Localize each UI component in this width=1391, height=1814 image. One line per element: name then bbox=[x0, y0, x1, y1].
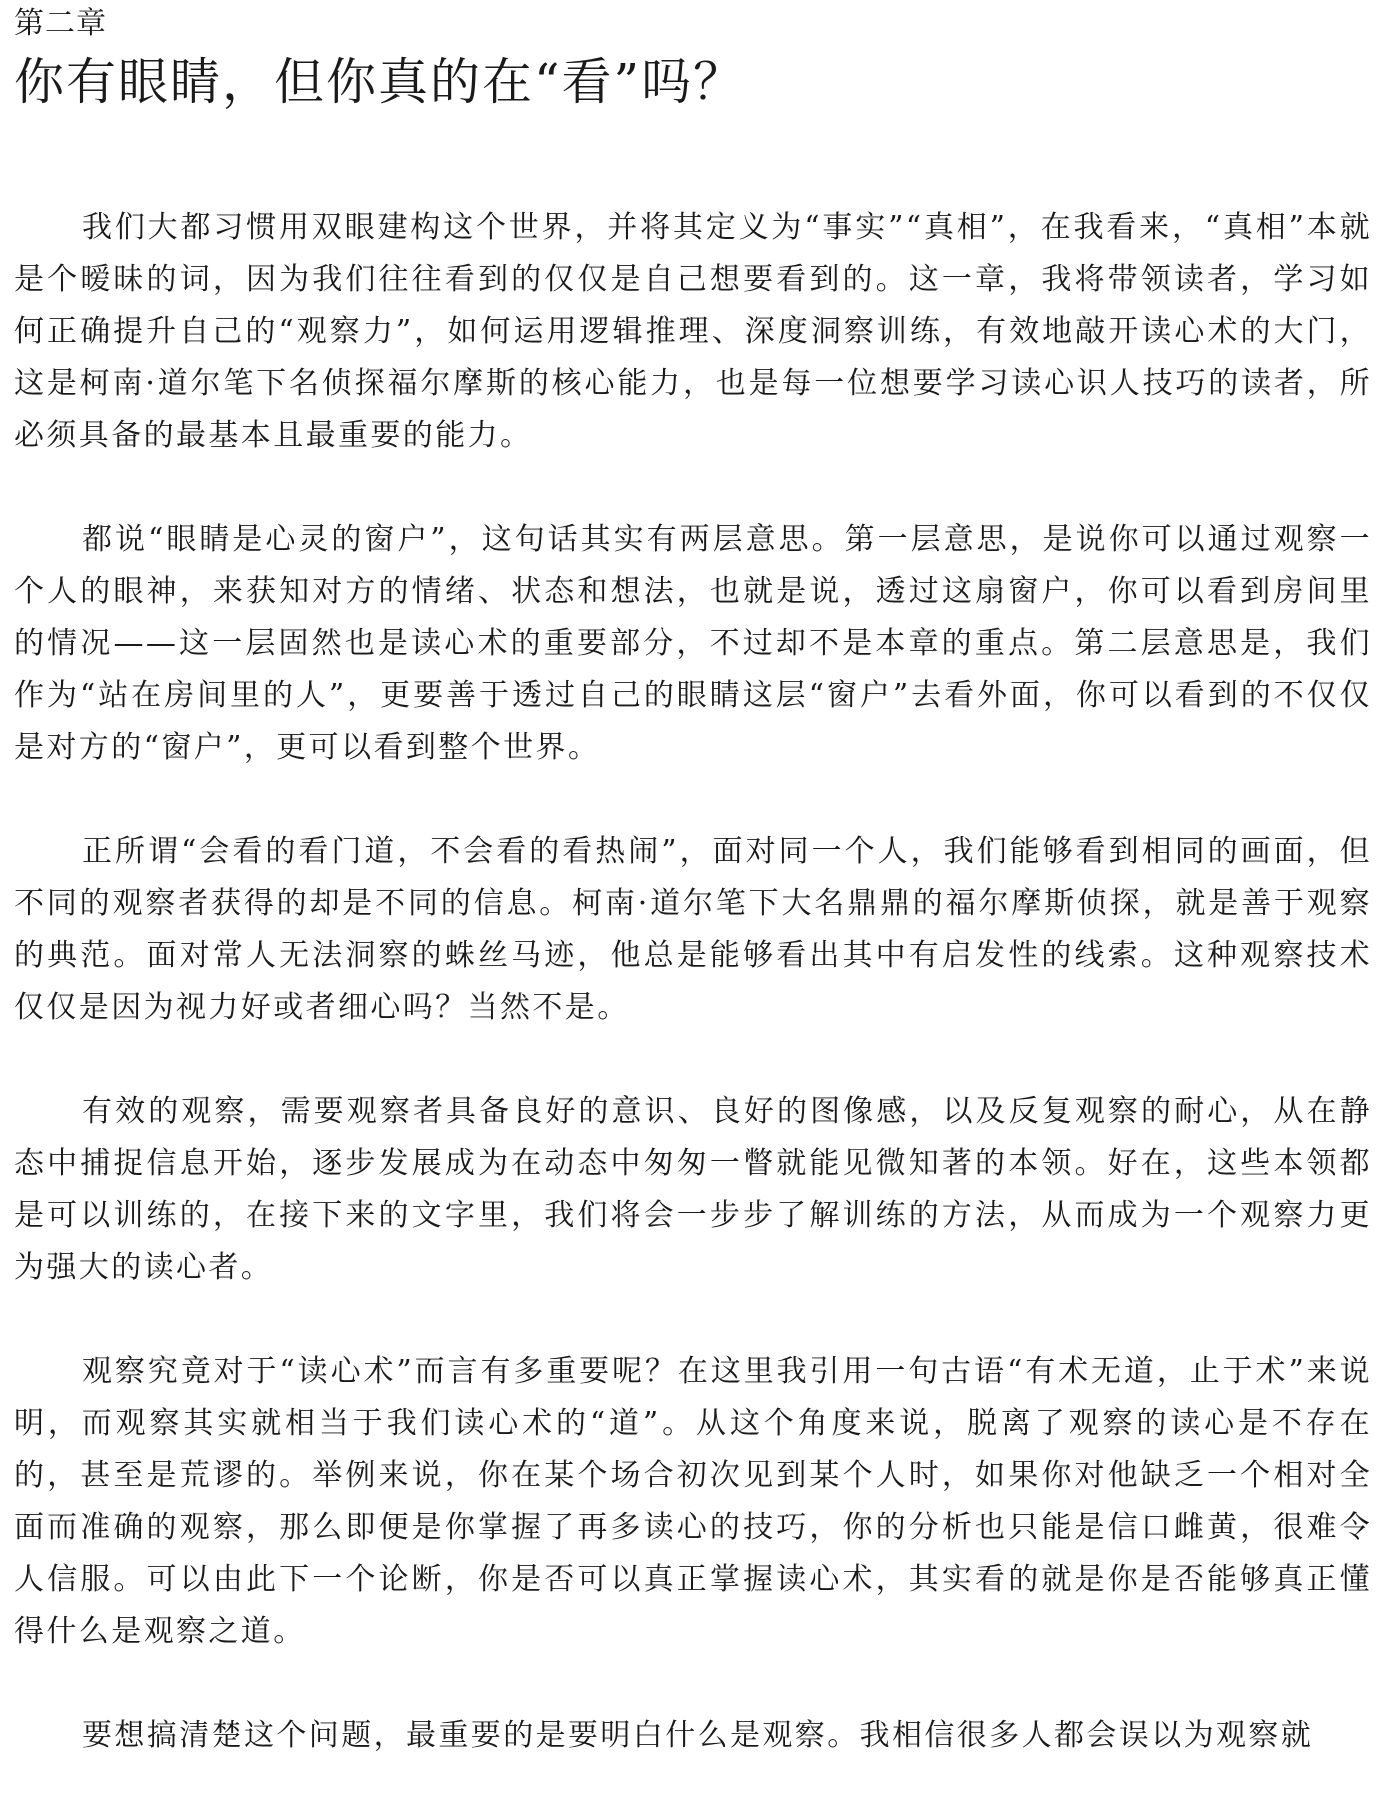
chapter-title: 你有眼睛，但你真的在“看”吗？ bbox=[14, 53, 746, 111]
book-page bbox=[14, 0, 1374, 1800]
paragraph: 要想搞清楚这个问题，最重要的是要明白什么是观察。我相信很多人都会误以为观察就 bbox=[82, 1718, 1314, 1753]
paragraph: 有效的观察，需要观察者具备良好的意识、良好的图像感，以及反复观察的耐心，从在静态中捕捉信息开始，逐步发展成为在动态中匆匆一瞥就能见微知著的本领。好在，这些本领都是可以训练的，在接下来的文字里，我们将会一步步了解训练的方法，从而成为一个观察力更为强大的读心者。 bbox=[14, 1094, 1372, 1285]
chapter-label: 第二章 bbox=[14, 6, 107, 41]
paragraph: 正所谓“会看的看门道，不会看的看热闹”，面对同一个人，我们能够看到相同的画面，但不同的观察者获得的却是不同的信息。柯南·道尔笔下大名鼎鼎的福尔摩斯侦探，就是善于观察的典范。面对常人无法洞察的蛛丝马迹，他总是能够看出其中有启发性的线索。这种观察技术仅仅是因为视力好或者细心吗？当然不是。 bbox=[14, 834, 1372, 1025]
paragraph: 都说“眼睛是心灵的窗户”，这句话其实有两层意思。第一层意思，是说你可以通过观察一个人的眼神，来获知对方的情绪、状态和想法，也就是说，透过这扇窗户，你可以看到房间里的情况——这一层固然也是读心术的重要部分，不过却不是本章的重点。第二层意思是，我们作为“站在房间里的人”，更要善于透过自己的眼睛这层“窗户”去看外面，你可以看到的不仅仅是对方的“窗户”，更可以看到整个世界。 bbox=[14, 522, 1372, 765]
paragraph: 我们大都习惯用双眼建构这个世界，并将其定义为“事实”“真相”，在我看来，“真相”本就是个暧昧的词，因为我们往往看到的仅仅是自己想要看到的。这一章，我将带领读者，学习如何正确提升自己的“观察力”，如何运用逻辑推理、深度洞察训练，有效地敲开读心术的大门，这是柯南·道尔笔下名侦探福尔摩斯的核心能力，也是每一位想要学习读心识人技巧的读者，所必须具备的最基本且最重要的能力。 bbox=[14, 210, 1372, 453]
paragraph: 观察究竟对于“读心术”而言有多重要呢？在这里我引用一句古语“有术无道，止于术”来说明，而观察其实就相当于我们读心术的“道”。从这个角度来说，脱离了观察的读心是不存在的，甚至是荒谬的。举例来说，你在某个场合初次见到某个人时，如果你对他缺乏一个相对全面而准确的观察，那么即便是你掌握了再多读心的技巧，你的分析也只能是信口雌黄，很难令人信服。可以由此下一个论断，你是否可以真正掌握读心术，其实看的就是你是否能够真正懂得什么是观察之道。 bbox=[14, 1354, 1372, 1649]
chapter-body bbox=[14, 202, 1372, 1814]
